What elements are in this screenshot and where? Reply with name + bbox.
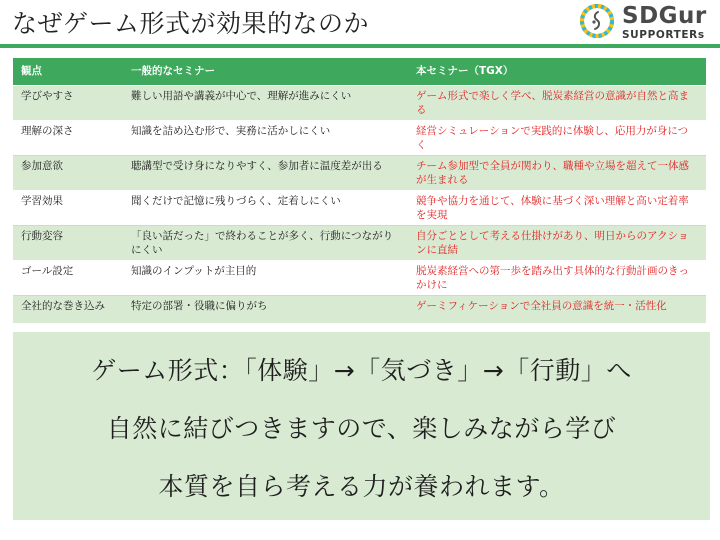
page-title: なぜゲーム形式が効果的なのか xyxy=(12,9,370,38)
row-tgx: チーム参加型で全員が関わり、職種や立場を超えて一体感が生まれる xyxy=(408,155,706,190)
table-row xyxy=(13,85,706,120)
header-viewpoint: 観点 xyxy=(13,58,123,85)
row-viewpoint: 学習効果 xyxy=(13,190,123,225)
table-row xyxy=(13,295,706,323)
summary-line-3: 本質を自ら考える力が養われます。 xyxy=(158,472,565,501)
row-tgx: 経営シミュレーションで実践的に体験し、応用力が身につく xyxy=(408,120,706,155)
header-tgx-seminar: 本セミナー（TGX） xyxy=(408,58,706,85)
row-viewpoint: 理解の深さ xyxy=(13,120,123,155)
sdgur-logo-icon xyxy=(578,2,616,40)
row-viewpoint: 参加意欲 xyxy=(13,155,123,190)
row-general: 聴講型で受け身になりやすく、参加者に温度差が出る xyxy=(123,155,408,190)
row-tgx: ゲーム形式で楽しく学べ、脱炭素経営の意識が自然と高まる xyxy=(408,85,706,120)
row-general: 難しい用語や講義が中心で、理解が進みにくい xyxy=(123,85,408,120)
sdgur-supporters-logo xyxy=(578,2,718,42)
row-viewpoint: 行動変容 xyxy=(13,225,123,260)
table-row xyxy=(13,260,706,295)
table-header-row xyxy=(13,58,706,85)
row-general: 知識を詰め込む形で、実務に活かしにくい xyxy=(123,120,408,155)
row-general: 聞くだけで記憶に残りづらく、定着しにくい xyxy=(123,190,408,225)
table-row xyxy=(13,225,706,260)
logo-subtitle: SUPPORTERs xyxy=(622,29,705,41)
table-row xyxy=(13,155,706,190)
comparison-table xyxy=(13,58,706,323)
summary-line-1: ゲーム形式：「体験」→「気づき」→「行動」へ xyxy=(91,356,632,385)
logo-name: SDGur xyxy=(622,3,707,29)
row-viewpoint: 学びやすさ xyxy=(13,85,123,120)
header-general-seminar: 一般的なセミナー xyxy=(123,58,408,85)
row-general: 「良い話だった」で終わることが多く、行動につながりにくい xyxy=(123,225,408,260)
summary-box xyxy=(13,332,710,520)
summary-line-2: 自然に結びつきますので、楽しみながら学び xyxy=(106,414,617,443)
row-tgx: ゲーミフィケーションで全社員の意識を統一・活性化 xyxy=(408,295,706,323)
row-general: 知識のインプットが主目的 xyxy=(123,260,408,295)
title-underline xyxy=(0,44,720,48)
table-row xyxy=(13,190,706,225)
row-viewpoint: 全社的な巻き込み xyxy=(13,295,123,323)
row-viewpoint: ゴール設定 xyxy=(13,260,123,295)
row-tgx: 脱炭素経営への第一歩を踏み出す具体的な行動計画のきっかけに xyxy=(408,260,706,295)
table-row xyxy=(13,120,706,155)
row-tgx: 自分ごととして考える仕掛けがあり、明日からのアクションに直結 xyxy=(408,225,706,260)
row-general: 特定の部署・役職に偏りがち xyxy=(123,295,408,323)
row-tgx: 競争や協力を通じて、体験に基づく深い理解と高い定着率を実現 xyxy=(408,190,706,225)
